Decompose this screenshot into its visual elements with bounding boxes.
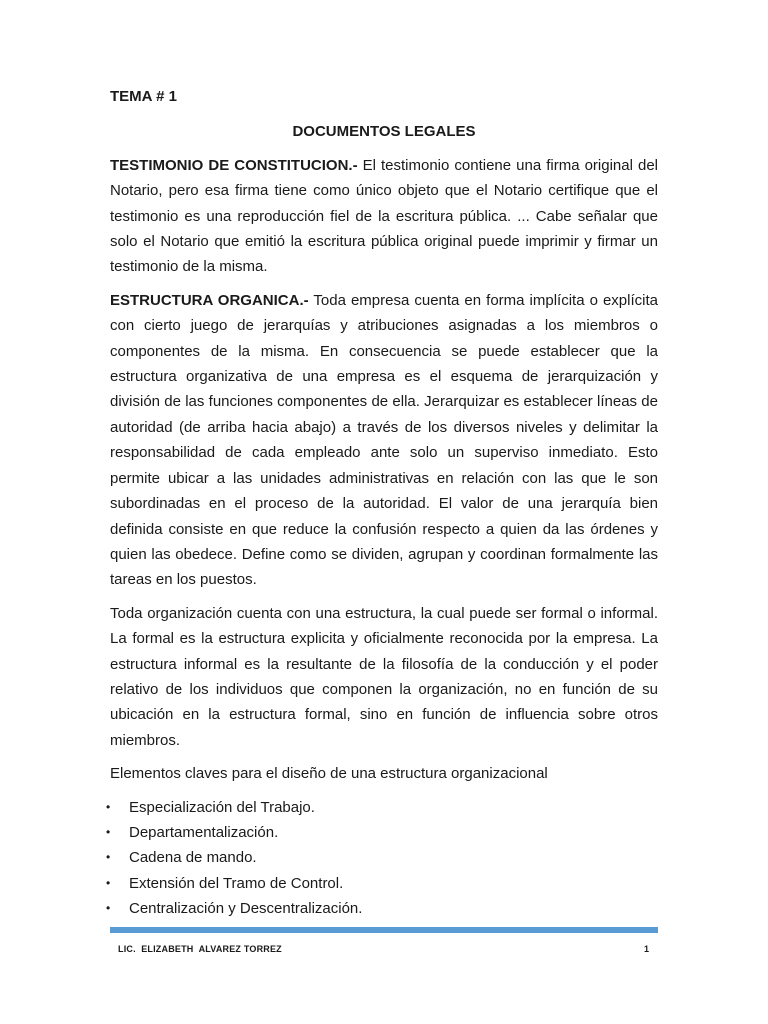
list-item-text: Departamentalización. — [129, 823, 279, 841]
text-testimonio: El testimonio contiene una firma original del Notario, pero esa firma tiene como único objeto que el Notario certifique que el testimonio es una reproducción fiel de la escritura pública. ... Cabe señalar que solo el Notario que emitió la escritura pública original puede imprimir y firmar un testimonio de la misma. — [110, 156, 658, 276]
heading-estructura: ESTRUCTURA ORGANICA.- — [110, 291, 309, 309]
list-item-text: Extensión del Tramo de Control. — [129, 874, 344, 892]
bullet-icon: • — [106, 824, 111, 839]
bullet-list — [106, 795, 658, 922]
paragraph-estructura — [110, 288, 658, 593]
paragraph-testimonio — [110, 153, 658, 280]
document-title: DOCUMENTOS LEGALES — [292, 123, 476, 141]
list-item-text: Cadena de mando. — [129, 849, 257, 867]
list-item — [106, 871, 658, 896]
page-number: 1 — [644, 944, 650, 954]
list-item-text: Centralización y Descentralización. — [129, 900, 363, 918]
list-item — [106, 820, 658, 845]
paragraph-organizacion: Toda organización cuenta con una estructura, la cual puede ser formal o informal. La formal es la estructura explicita y oficialmente reconocida por la empresa. La estructura informal es la resultante de la filosofía de la conducción y el poder relativo de los individuos que componen la organización, no en función de su ubicación en la estructura formal, sino en función de influencia sobre otros miembros. — [110, 604, 658, 749]
list-item — [106, 896, 658, 921]
footer-author: LIC. ELIZABETH ALVAREZ TORREZ — [118, 944, 282, 954]
topic-number: TEMA # 1 — [110, 88, 177, 105]
document-body — [106, 84, 658, 922]
bullet-icon: • — [106, 799, 111, 814]
list-item — [106, 845, 658, 870]
list-item-text: Especialización del Trabajo. — [129, 798, 315, 816]
footer-divider — [110, 927, 658, 933]
heading-testimonio: TESTIMONIO DE CONSTITUCION.- — [110, 156, 358, 174]
bullet-icon: • — [106, 901, 111, 916]
text-estructura: Toda empresa cuenta en forma implícita o explícita con cierto juego de jerarquías y atribuciones asignadas a los miembros o componentes de la misma. En consecuencia se puede establecer que la estructura organizativa de una empresa es el esquema de jerarquización y división de las funciones componentes de ella. Jerarquizar es establecer líneas de autoridad (de arriba hacia abajo) a través de los diversos niveles y delimitar la responsabilidad de cada empleado ante solo un superviso inmediato. Esto permite ubicar a las unidades administrativas en relación con las que le son subordinadas en el proceso de la autoridad. El valor de una jerarquía bien definida consiste en que reduce la confusión respecto a quien da las órdenes y quien las obedece. Define como se dividen, agrupan y coordinan formalmente las tareas en los puestos. — [110, 291, 658, 589]
list-intro: Elementos claves para el diseño de una estructura organizacional — [110, 765, 548, 783]
bullet-icon: • — [106, 850, 111, 865]
bullet-icon: • — [106, 875, 111, 890]
list-item — [106, 795, 658, 820]
